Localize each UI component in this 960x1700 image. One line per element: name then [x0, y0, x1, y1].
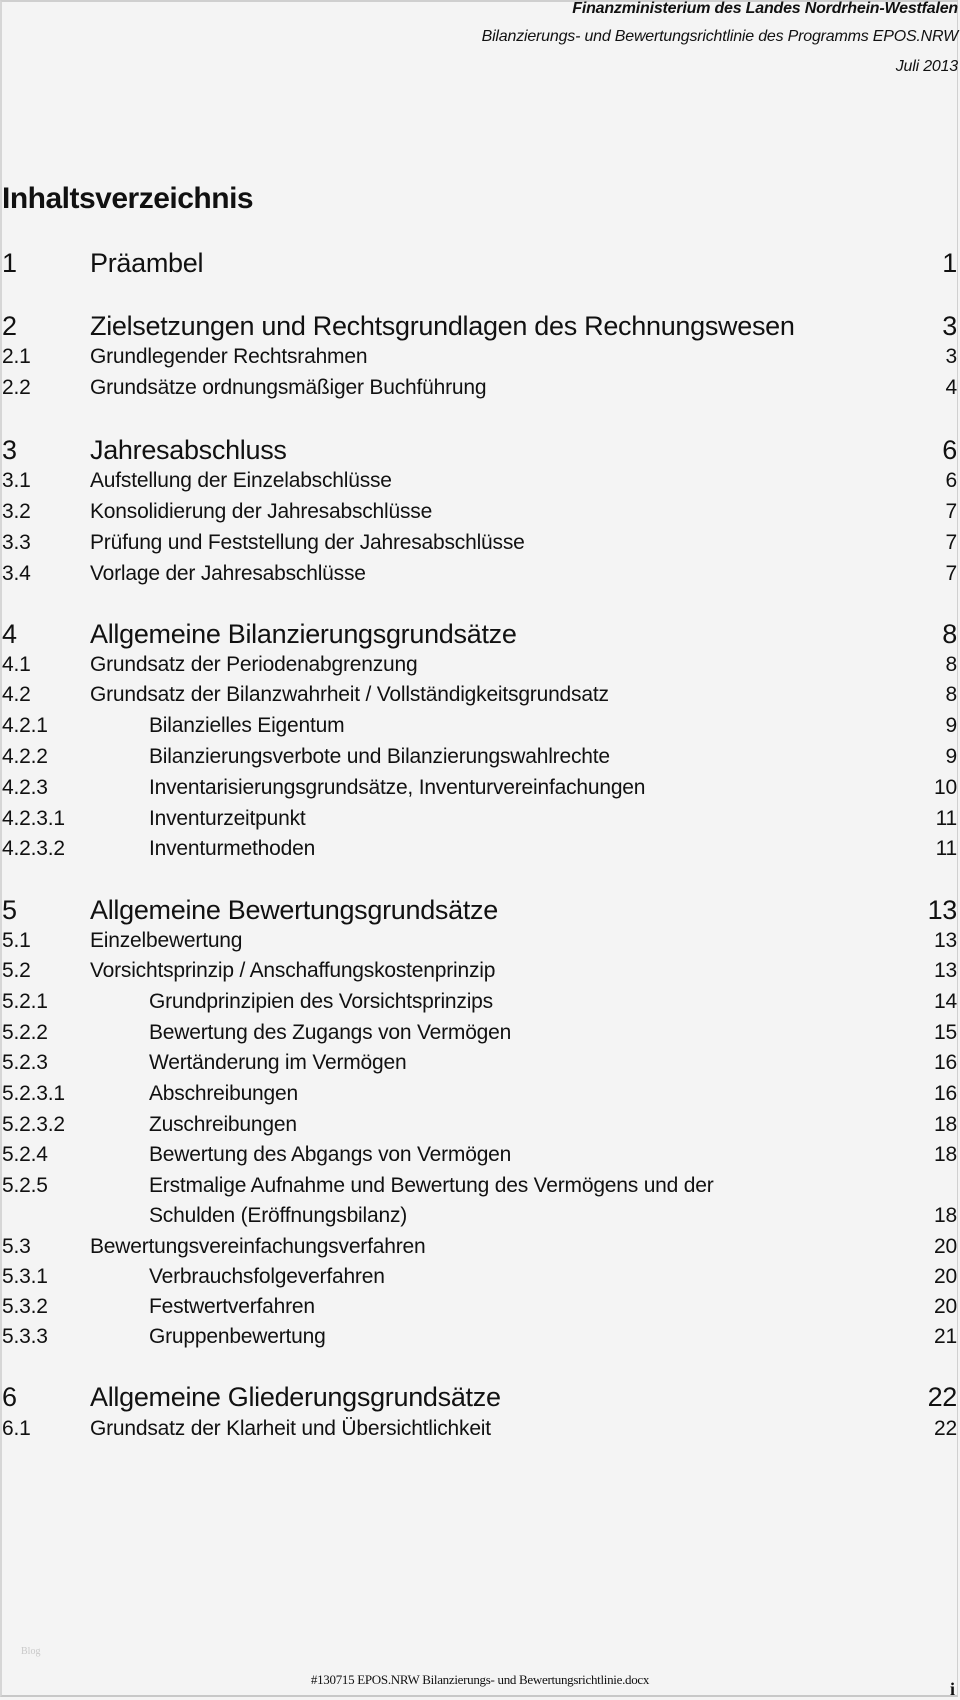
toc-entry-title[interactable]: Allgemeine Bewertungsgrundsätze	[90, 895, 498, 925]
toc-entry-title[interactable]: Jahresabschluss	[90, 435, 287, 465]
toc-title: Inhaltsverzeichnis	[2, 182, 254, 215]
toc-entry[interactable]	[0, 1021, 957, 1049]
toc-entry-number: 5.3	[2, 1235, 31, 1258]
toc-entry[interactable]	[0, 1143, 957, 1171]
watermark: Blog	[21, 1646, 41, 1657]
toc-entry-number: 5.2.2	[2, 1021, 48, 1044]
toc-entry-title[interactable]: Grundlegender Rechtsrahmen	[90, 345, 368, 368]
toc-entry-number: 4.1	[2, 653, 31, 676]
toc-entry-title[interactable]: Grundsatz der Periodenabgrenzung	[90, 653, 418, 676]
toc-entry-title[interactable]: Allgemeine Gliederungsgrundsätze	[90, 1382, 501, 1412]
toc-entry-number: 4.2.3.2	[2, 837, 65, 860]
toc-entry[interactable]	[0, 807, 957, 835]
toc-entry[interactable]	[0, 248, 957, 282]
toc-entry-page: 3	[942, 311, 957, 341]
toc-entry-title[interactable]: Zuschreibungen	[149, 1113, 297, 1136]
toc-entry-title[interactable]: Abschreibungen	[149, 1082, 298, 1105]
toc-entry[interactable]	[0, 1174, 957, 1202]
toc-entry-number: 5.2.3	[2, 1051, 48, 1074]
toc-entry[interactable]	[0, 1382, 957, 1416]
toc-entry[interactable]	[0, 311, 957, 345]
toc-entry-number: 5.3.2	[2, 1295, 48, 1318]
toc-entry[interactable]	[0, 1082, 957, 1110]
toc-entry-number: 4.2.2	[2, 745, 48, 768]
toc-entry-title[interactable]: Gruppenbewertung	[149, 1325, 326, 1348]
toc-entry-title[interactable]: Bewertung des Abgangs von Vermögen	[149, 1143, 512, 1166]
toc-entry[interactable]	[0, 345, 957, 373]
toc-entry-page: 22	[927, 1382, 957, 1412]
toc-entry-number: 2.2	[2, 376, 31, 399]
toc-entry-title[interactable]: Verbrauchsfolgeverfahren	[149, 1265, 385, 1288]
toc-entry[interactable]	[0, 1265, 957, 1293]
toc-entry[interactable]	[0, 1417, 957, 1445]
toc-entry-title[interactable]: Vorsichtsprinzip / Anschaffungskostenprinzip	[90, 959, 496, 982]
toc-entry-page: 20	[934, 1265, 957, 1288]
toc-entry[interactable]	[0, 959, 957, 987]
toc-entry-number: 3.3	[2, 531, 31, 554]
toc-entry-page: 18	[934, 1204, 957, 1227]
toc-entry[interactable]	[0, 1325, 957, 1353]
toc-entry[interactable]	[0, 895, 957, 929]
toc-entry-page: 4	[945, 376, 957, 399]
toc-entry[interactable]	[0, 683, 957, 711]
toc-entry-number: 5.2	[2, 959, 31, 982]
toc-entry[interactable]	[0, 990, 957, 1018]
toc-entry[interactable]	[0, 714, 957, 742]
toc-entry-number: 3	[2, 435, 17, 465]
toc-entry-number: 4.2	[2, 683, 31, 706]
toc-entry-number: 2	[2, 311, 17, 341]
toc-entry-page: 16	[934, 1082, 957, 1105]
toc-entry[interactable]	[0, 435, 957, 469]
toc-entry-page: 13	[927, 895, 957, 925]
toc-entry-page: 18	[934, 1113, 957, 1136]
toc-entry-number: 4.2.3.1	[2, 807, 65, 830]
toc-entry-title[interactable]: Grundsatz der Klarheit und Übersichtlichkeit	[90, 1417, 491, 1440]
toc-entry-title[interactable]: Aufstellung der Einzelabschlüsse	[90, 469, 392, 492]
toc-entry-title[interactable]: Bilanzielles Eigentum	[149, 714, 345, 737]
toc-entry-page: 9	[945, 745, 957, 768]
toc-entry[interactable]	[0, 776, 957, 804]
toc-entry-number: 6	[2, 1382, 17, 1412]
toc-entry-title[interactable]: Festwertverfahren	[149, 1295, 315, 1318]
toc-entry-title[interactable]: Wertänderung im Vermögen	[149, 1051, 407, 1074]
toc-entry-page: 8	[945, 653, 957, 676]
toc-entry[interactable]	[0, 1113, 957, 1141]
toc-entry-title[interactable]: Einzelbewertung	[90, 929, 243, 952]
toc-entry[interactable]	[0, 562, 957, 590]
toc-entry-title[interactable]: Präambel	[90, 248, 204, 278]
toc-entry-page: 13	[934, 959, 957, 982]
header-document-title: Bilanzierungs- und Bewertungsrichtlinie des Programms EPOS.NRW	[481, 28, 958, 45]
toc-entry-title[interactable]: Bewertungsvereinfachungsverfahren	[90, 1235, 426, 1258]
footer-filename: #130715 EPOS.NRW Bilanzierungs- und Bewertungsrichtlinie.docx	[310, 1672, 650, 1687]
toc-entry-title[interactable]: Grundsätze ordnungsmäßiger Buchführung	[90, 376, 487, 399]
toc-entry-page: 11	[935, 807, 957, 830]
toc-entry-title[interactable]: Erstmalige Aufnahme und Bewertung des Vermögens und der	[149, 1174, 714, 1197]
toc-entry[interactable]	[0, 469, 957, 497]
toc-entry[interactable]	[0, 1295, 957, 1323]
toc-entry-page: 11	[935, 837, 957, 860]
header-organization: Finanzministerium des Landes Nordrhein-Westfalen	[572, 0, 958, 17]
toc-entry-page: 14	[934, 990, 957, 1013]
toc-entry-page: 6	[945, 469, 957, 492]
toc-entry-number: 5.3.1	[2, 1265, 48, 1288]
toc-entry-title[interactable]: Allgemeine Bilanzierungsgrundsätze	[90, 619, 517, 649]
toc-entry[interactable]	[0, 1235, 957, 1263]
toc-entry[interactable]	[0, 929, 957, 957]
toc-entry-number: 3.4	[2, 562, 31, 585]
toc-entry-title[interactable]: Inventarisierungsgrundsätze, Inventurvereinfachungen	[149, 776, 646, 799]
toc-entry-page: 7	[945, 562, 957, 585]
toc-entry-page: 13	[934, 929, 957, 952]
toc-entry-page: 20	[934, 1295, 957, 1318]
toc-entry-page: 6	[942, 435, 957, 465]
toc-entry-number: 5.2.1	[2, 990, 48, 1013]
toc-entry-page: 20	[934, 1235, 957, 1258]
toc-entry-page: 22	[934, 1417, 957, 1440]
toc-entry-title[interactable]: Bilanzierungsverbote und Bilanzierungswahlrechte	[149, 745, 610, 768]
toc-entry-title[interactable]: Grundsatz der Bilanzwahrheit / Vollständigkeitsgrundsatz	[90, 683, 609, 706]
toc-entry-page: 8	[942, 619, 957, 649]
toc-entry[interactable]	[0, 653, 957, 681]
toc-entry-page: 15	[934, 1021, 957, 1044]
toc-entry-number: 5	[2, 895, 17, 925]
toc-entry-title[interactable]: Vorlage der Jahresabschlüsse	[90, 562, 366, 585]
toc-entry-number: 1	[2, 248, 17, 278]
toc-entry-number: 3.1	[2, 469, 31, 492]
toc-entry-title[interactable]: Schulden (Eröffnungsbilanz)	[149, 1204, 408, 1227]
toc-entry-number: 5.1	[2, 929, 31, 952]
toc-entry-page: 21	[934, 1325, 957, 1348]
toc-entry-page: 7	[945, 531, 957, 554]
toc-entry[interactable]	[0, 531, 957, 559]
toc-entry-page: 18	[934, 1143, 957, 1166]
toc-entry-number: 4.2.1	[2, 714, 48, 737]
toc-entry-page: 9	[945, 714, 957, 737]
toc-entry[interactable]	[0, 500, 957, 528]
toc-entry[interactable]	[0, 837, 957, 865]
header-date: Juli 2013	[895, 58, 958, 75]
toc-entry[interactable]	[0, 1204, 957, 1232]
toc-entry-number: 5.3.3	[2, 1325, 48, 1348]
toc-entry-number: 5.2.3.2	[2, 1113, 65, 1136]
toc-entry-title[interactable]: Grundprinzipien des Vorsichtsprinzips	[149, 990, 493, 1013]
toc-entry-number: 3.2	[2, 500, 31, 523]
toc-entry-page: 8	[945, 683, 957, 706]
toc-entry-number: 5.2.3.1	[2, 1082, 65, 1105]
toc-entry-page: 7	[945, 500, 957, 523]
toc-entry[interactable]	[0, 619, 957, 653]
toc-entry-number: 4	[2, 619, 17, 649]
toc-entry-number: 2.1	[2, 345, 31, 368]
toc-entry-number: 4.2.3	[2, 776, 48, 799]
toc-entry-title[interactable]: Prüfung und Feststellung der Jahresabschlüsse	[90, 531, 525, 554]
toc-entry-title[interactable]: Inventurmethoden	[149, 837, 316, 860]
toc-entry-number: 6.1	[2, 1417, 31, 1440]
toc-entry-title[interactable]: Konsolidierung der Jahresabschlüsse	[90, 500, 433, 523]
toc-entry[interactable]	[0, 376, 957, 404]
toc-entry-page: 3	[945, 345, 957, 368]
toc-entry-page: 16	[934, 1051, 957, 1074]
toc-entry-number: 5.2.4	[2, 1143, 48, 1166]
toc-entry-title[interactable]: Bewertung des Zugangs von Vermögen	[149, 1021, 512, 1044]
toc-entry-page: 1	[942, 248, 957, 278]
toc-entry[interactable]	[0, 745, 957, 773]
toc-entry[interactable]	[0, 1051, 957, 1079]
toc-entry-title[interactable]: Zielsetzungen und Rechtsgrundlagen des Rechnungswesen	[90, 311, 795, 341]
toc-entry-page: 10	[934, 776, 957, 799]
page-number: i	[949, 1679, 955, 1699]
toc-entry-title[interactable]: Inventurzeitpunkt	[149, 807, 306, 830]
toc-entry-number: 5.2.5	[2, 1174, 48, 1197]
